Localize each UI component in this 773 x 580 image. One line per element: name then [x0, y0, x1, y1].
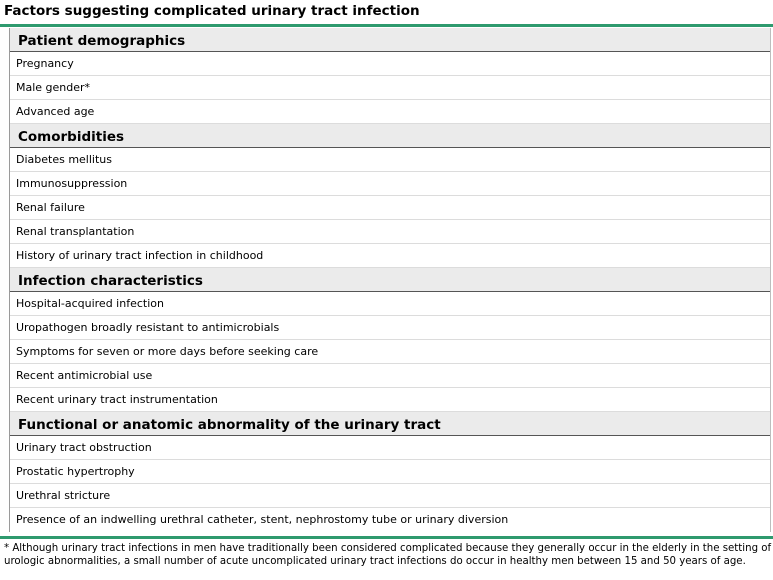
- table-row: Recent antimicrobial use: [10, 364, 770, 388]
- table-row: Renal transplantation: [10, 220, 770, 244]
- table-row: Presence of an indwelling urethral catheter, stent, nephrostomy tube or urinary diversion: [16, 513, 509, 526]
- table-row: Advanced age: [10, 100, 770, 124]
- table-row: Urinary tract obstruction: [10, 436, 770, 460]
- table-row: Recent urinary tract instrumentation: [10, 388, 770, 412]
- page-title: Factors suggesting complicated urinary tract infection: [4, 3, 420, 19]
- table-row: Symptoms for seven or more days before seeking care: [10, 340, 770, 364]
- footnote: * Although urinary tract infections in men have traditionally been considered complicated because they generally occur in the elderly in the setting of urologic abnormalities, a small number of acute uncomplicated urinary tract infections do occur in healthy men between 15 and 50 years of age.: [4, 543, 772, 567]
- table-row: Pregnancy: [10, 52, 770, 76]
- section-header-patient-demographics: Patient demographics: [10, 28, 770, 52]
- section-header-functional-anatomic-abnormality: Functional or anatomic abnormality of the urinary tract: [10, 412, 770, 436]
- section-header-comorbidities: Comorbidities: [10, 124, 770, 148]
- table-row: Prostatic hypertrophy: [10, 460, 770, 484]
- factors-table: [9, 28, 771, 532]
- table-row: Renal failure: [10, 196, 770, 220]
- table-row: Diabetes mellitus: [10, 148, 770, 172]
- table-row: Uropathogen broadly resistant to antimicrobials: [10, 316, 770, 340]
- bottom-rule: [0, 536, 773, 539]
- table-row: Urethral stricture: [10, 484, 770, 508]
- table-row: Male gender*: [10, 76, 770, 100]
- top-rule: [0, 24, 773, 27]
- section-header-infection-characteristics: Infection characteristics: [10, 268, 770, 292]
- table-row: History of urinary tract infection in childhood: [10, 244, 770, 268]
- table-row: Immunosuppression: [10, 172, 770, 196]
- table-row: Hospital-acquired infection: [10, 292, 770, 316]
